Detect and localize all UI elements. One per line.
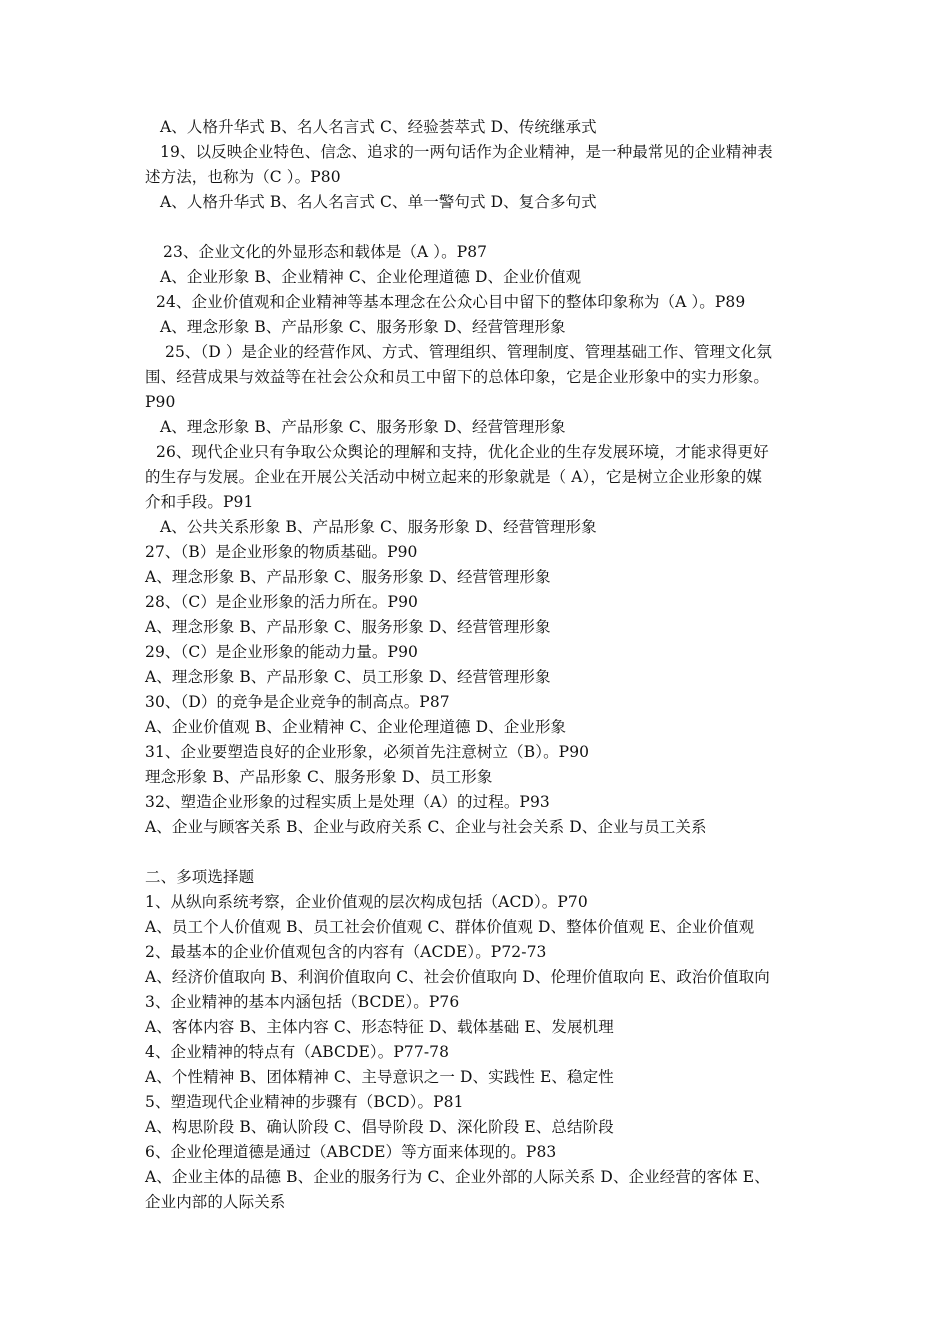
option-line: A、企业形象 B、企业精神 C、企业伦理道德 D、企业价值观 (160, 268, 582, 286)
option-line: A、理念形象 B、产品形象 C、服务形象 D、经营管理形象 (145, 568, 551, 586)
question-line: 28、（C）是企业形象的活力所在。P90 (145, 593, 418, 611)
question-line: 5、塑造现代企业精神的步骤有（BCD）。P81 (145, 1093, 464, 1111)
question-line: 31、企业要塑造良好的企业形象，必须首先注意树立（B）。P90 (145, 743, 590, 761)
option-line: A、公共关系形象 B、产品形象 C、服务形象 D、经营管理形象 (160, 518, 597, 536)
question-line: 27、（B）是企业形象的物质基础。P90 (145, 543, 418, 561)
option-line: A、人格升华式 B、名人名言式 C、经验荟萃式 D、传统继承式 (160, 118, 597, 136)
option-line: A、个性精神 B、团体精神 C、主导意识之一 D、实践性 E、稳定性 (145, 1068, 614, 1086)
question-line: 23、企业文化的外显形态和载体是（A ）。P87 (163, 243, 488, 261)
option-line: A、员工个人价值观 B、员工社会价值观 C、群体价值观 D、整体价值观 E、企业价值观 (145, 918, 755, 936)
option-line: A、企业主体的品德 B、企业的服务行为 C、企业外部的人际关系 D、企业经营的客体 E、 (145, 1168, 770, 1186)
option-line: A、理念形象 B、产品形象 C、员工形象 D、经营管理形象 (145, 668, 551, 686)
question-line: 32、塑造企业形象的过程实质上是处理（A）的过程。P93 (145, 793, 550, 811)
section-heading: 二、多项选择题 (145, 868, 255, 886)
option-line: A、人格升华式 B、名人名言式 C、单一警句式 D、复合多句式 (160, 193, 597, 211)
question-line: P90 (145, 393, 176, 411)
question-line: 24、企业价值观和企业精神等基本理念在公众心目中留下的整体印象称为（A ）。P89 (156, 293, 746, 311)
option-line: A、经济价值取向 B、利润价值取向 C、社会价值取向 D、伦理价值取向 E、政治价值取向 (145, 968, 770, 986)
question-line: 1、从纵向系统考察，企业价值观的层次构成包括（ACD）。P70 (145, 893, 588, 911)
question-line: 25、（D ）是企业的经营作风、方式、管理组织、管理制度、管理基础工作、管理文化氛 (165, 343, 772, 361)
option-line: A、企业价值观 B、企业精神 C、企业伦理道德 D、企业形象 (145, 718, 567, 736)
option-line: A、构思阶段 B、确认阶段 C、倡导阶段 D、深化阶段 E、总结阶段 (145, 1118, 614, 1136)
option-line: A、理念形象 B、产品形象 C、服务形象 D、经营管理形象 (145, 618, 551, 636)
question-line: 26、现代企业只有争取公众舆论的理解和支持，优化企业的生存发展环境，才能求得更好 (156, 443, 769, 461)
question-line: 29、（C）是企业形象的能动力量。P90 (145, 643, 418, 661)
question-line: 4、企业精神的特点有（ABCDE）。P77-78 (145, 1043, 450, 1061)
question-line: 19、以反映企业特色、信念、追求的一两句话作为企业精神，是一种最常见的企业精神表 (160, 143, 773, 161)
option-line: A、理念形象 B、产品形象 C、服务形象 D、经营管理形象 (160, 318, 566, 336)
option-line: A、企业与顾客关系 B、企业与政府关系 C、企业与社会关系 D、企业与员工关系 (145, 818, 707, 836)
option-line: A、理念形象 B、产品形象 C、服务形象 D、经营管理形象 (160, 418, 566, 436)
question-line: 2、最基本的企业价值观包含的内容有（ACDE）。P72-73 (145, 943, 547, 961)
option-line: 企业内部的人际关系 (145, 1193, 286, 1211)
question-line: 介和手段。P91 (145, 493, 254, 511)
option-line: A、客体内容 B、主体内容 C、形态特征 D、载体基础 E、发展机理 (145, 1018, 614, 1036)
question-line: 30、（D）的竞争是企业竞争的制高点。P87 (145, 693, 450, 711)
question-line: 围、经营成果与效益等在社会公众和员工中留下的总体印象，它是企业形象中的实力形象。 (145, 368, 770, 386)
question-line: 6、企业伦理道德是通过（ABCDE）等方面来体现的。P83 (145, 1143, 557, 1161)
question-line: 述方法，也称为（C ）。P80 (145, 168, 341, 186)
question-line: 3、企业精神的基本内涵包括（BCDE）。P76 (145, 993, 460, 1011)
option-line: 理念形象 B、产品形象 C、服务形象 D、员工形象 (145, 768, 493, 786)
question-line: 的生存与发展。企业在开展公关活动中树立起来的形象就是（ A），它是树立企业形象的媒 (145, 468, 762, 486)
